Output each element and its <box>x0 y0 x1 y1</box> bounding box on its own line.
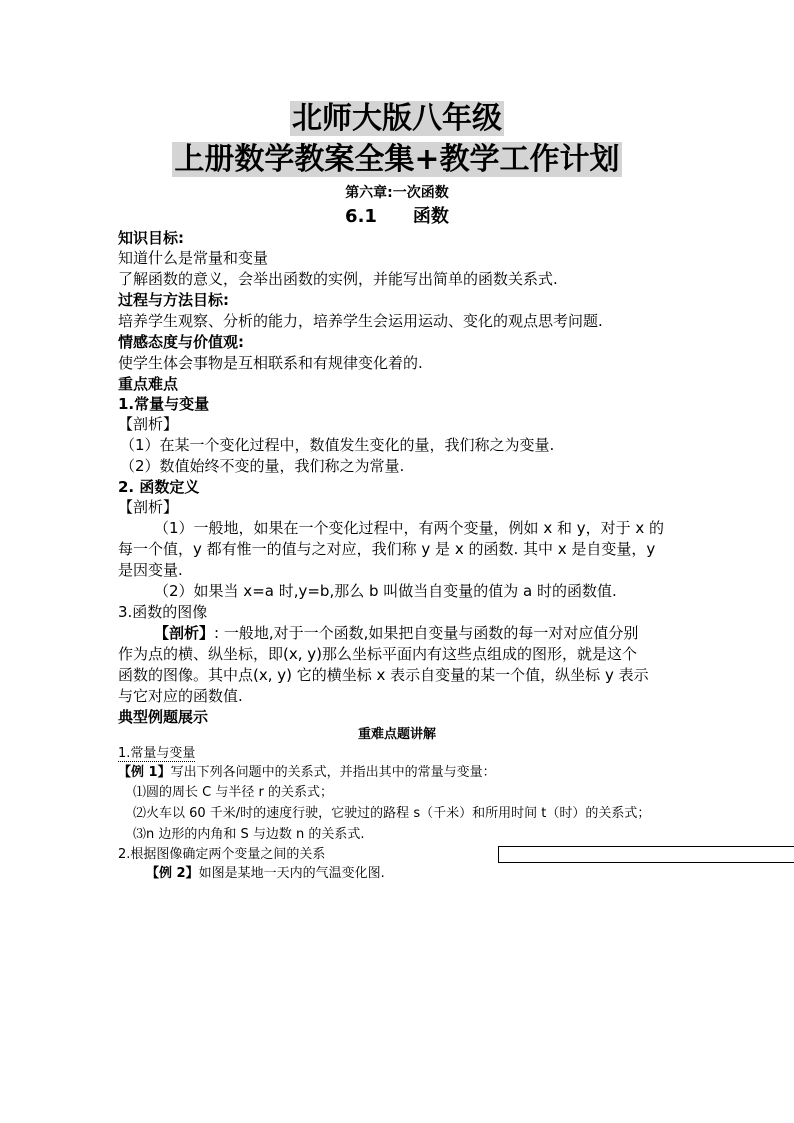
key-points-heading: 重点难点 <box>118 375 179 393</box>
example2-text: 如图是某地一天内的气温变化图. <box>198 866 385 881</box>
emotion-heading: 情感态度与价值观: <box>118 333 244 351</box>
example1-label: 【例 1】 <box>118 765 171 780</box>
example2-topic: 2.根据图像确定两个变量之间的关系 <box>118 847 326 862</box>
item2-analysis: 【剖析】 <box>118 498 179 516</box>
process-heading: 过程与方法目标: <box>118 291 229 309</box>
example2-prompt <box>146 865 385 883</box>
process-line-1: 培养学生观察、分析的能力，培养学生会运用运动、变化的观点思考问题. <box>118 312 603 330</box>
item3-heading: 3.函数的图像 <box>118 603 208 621</box>
item3-line-4: 与它对应的函数值. <box>118 687 243 705</box>
item1-analysis: 【剖析】 <box>118 415 179 433</box>
example1-topic: 1.常量与变量 <box>118 746 196 761</box>
chapter-heading: 第六章:一次函数 <box>345 185 449 201</box>
title-line-1: 北师大版八年级 <box>292 101 502 136</box>
item2-paragraph-1-line-1: （1）一般地，如果在一个变化过程中，有两个变量，例如 x 和 y，对于 x 的 <box>154 519 665 537</box>
example1-question-3: ⑶n 边形的内角和 S 与边数 n 的关系式. <box>133 827 365 842</box>
example1-text: 写出下列各问题中的关系式，并指出其中的常量与变量： <box>170 765 496 780</box>
item3-analysis-label: 【剖析】 <box>154 624 215 642</box>
item2-heading: 2. 函数定义 <box>118 478 200 496</box>
item1-heading: 1.常量与变量 <box>118 395 210 413</box>
answer-box <box>498 846 794 863</box>
item1-line-2: （2）数值始终不变的量，我们称之为常量. <box>120 457 405 475</box>
examples-subheading: 重难点题讲解 <box>357 727 436 742</box>
example1-question-2: ⑵火车以 60 千米/时的速度行驶，它驶过的路程 s（千米）和所用时间 t（时）的关系式； <box>133 806 651 821</box>
title-line-2: 上册数学教案全集+教学工作计划 <box>174 142 620 177</box>
examples-heading: 典型例题展示 <box>118 708 209 726</box>
knowledge-line-2: 了解函数的意义，会举出函数的实例，并能写出简单的函数关系式. <box>118 270 558 288</box>
example2-label: 【例 2】 <box>146 866 199 881</box>
example1-prompt <box>118 764 496 782</box>
emotion-line-1: 使学生体会事物是互相联系和有规律变化着的. <box>118 354 423 372</box>
section-heading: 6.1 函数 <box>345 206 449 227</box>
item2-paragraph-1-line-3: 是因变量. <box>118 561 183 579</box>
item3-line-3: 函数的图像。其中点(x, y) 它的横坐标 x 表示自变量的某一个值，纵坐标 y 表示 <box>118 666 649 684</box>
knowledge-heading: 知识目标: <box>118 229 184 247</box>
item3-line-1 <box>154 623 638 643</box>
item1-line-1: （1）在某一个变化过程中，数值发生变化的量，我们称之为变量. <box>120 436 555 454</box>
knowledge-line-1: 知道什么是常量和变量 <box>118 249 269 267</box>
item2-paragraph-1-line-2: 每一个值，y 都有惟一的值与之对应，我们称 y 是 x 的函数. 其中 x 是自变量，y <box>118 540 656 558</box>
example1-question-1: ⑴圆的周长 C 与半径 r 的关系式； <box>133 785 333 800</box>
item3-line-2: 作为点的横、纵坐标，即(x, y)那么坐标平面内有这些点组成的图形，就是这个 <box>118 645 637 663</box>
item3-line-1-text: : 一般地,对于一个函数,如果把自变量与函数的每一对对应值分别 <box>214 624 639 642</box>
item2-paragraph-2: （2）如果当 x=a 时,y=b,那么 b 叫做当自变量的值为 a 时的函数值. <box>154 582 617 600</box>
